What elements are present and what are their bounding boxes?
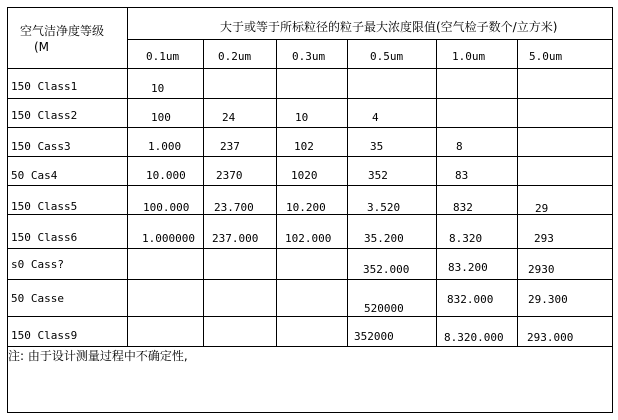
size-header: 1.0um <box>452 50 486 63</box>
table-cell: 100 <box>151 111 171 124</box>
row-name: 150 Cass3 <box>11 140 71 153</box>
table-cell: 100.000 <box>143 201 190 214</box>
table-cell: 102.000 <box>285 232 332 245</box>
table-cell: 2930 <box>528 263 555 276</box>
row-name: 150 Class1 <box>11 80 78 93</box>
row-name: 150 Class6 <box>11 231 78 244</box>
grade-header: 空气洁净度等级 <box>20 24 105 38</box>
table-cell: 3.520 <box>367 201 401 214</box>
footnote: 注: 由于设计测量过程中不确定性, <box>8 349 188 363</box>
row-name: 50 Casse <box>11 292 64 305</box>
row-name: 50 Cas4 <box>11 169 58 182</box>
table-cell: 23.700 <box>214 201 254 214</box>
row-name: 150 Class5 <box>11 200 78 213</box>
size-header: 5.0um <box>529 50 563 63</box>
table-cell: 352 <box>368 169 388 182</box>
grade-header-unit: (M <box>34 40 50 54</box>
table-cell: 10.200 <box>286 201 326 214</box>
row-name: s0 Cass? <box>11 258 64 271</box>
table-cell: 24 <box>222 111 236 124</box>
row-name: 150 Class2 <box>11 109 78 122</box>
table-cell: 520000 <box>364 302 404 315</box>
table-cell: 1.000 <box>148 140 182 153</box>
table-cell: 10.000 <box>146 169 186 182</box>
table-cell: 352000 <box>354 330 394 343</box>
table-cell: 8 <box>456 140 463 153</box>
table-cell: 8.320 <box>449 232 483 245</box>
size-header: 0.5um <box>370 50 404 63</box>
size-header: 0.2um <box>218 50 252 63</box>
table-cell: 10 <box>151 82 165 95</box>
table-cell: 832 <box>453 201 473 214</box>
table-cell: 352.000 <box>363 263 410 276</box>
size-header: 0.1um <box>146 50 180 63</box>
table-cell: 832.000 <box>447 293 494 306</box>
table-cell: 35.200 <box>364 232 404 245</box>
table-cell: 237 <box>220 140 240 153</box>
table-cell: 10 <box>295 111 309 124</box>
table-cell: 83 <box>455 169 469 182</box>
table-cell: 35 <box>370 140 384 153</box>
table-cell: 8.320.000 <box>444 331 504 344</box>
table-cell: 293 <box>534 232 554 245</box>
table-cell: 102 <box>294 140 314 153</box>
size-header: 0.3um <box>292 50 326 63</box>
row-name: 150 Class9 <box>11 329 78 342</box>
table-cell: 4 <box>372 111 379 124</box>
table-cell: 293.000 <box>527 331 574 344</box>
table-cell: 29 <box>535 202 549 215</box>
table-cell: 1.000000 <box>142 232 195 245</box>
table-cell: 29.300 <box>528 293 568 306</box>
table-cell: 83.200 <box>448 261 488 274</box>
table-cell: 1020 <box>291 169 318 182</box>
table-cell: 237.000 <box>212 232 259 245</box>
table-cell: 2370 <box>216 169 243 182</box>
limit-title: 大于或等于所标粒径的粒子最大浓度限值(空气检子数个/立方米) <box>220 20 558 34</box>
